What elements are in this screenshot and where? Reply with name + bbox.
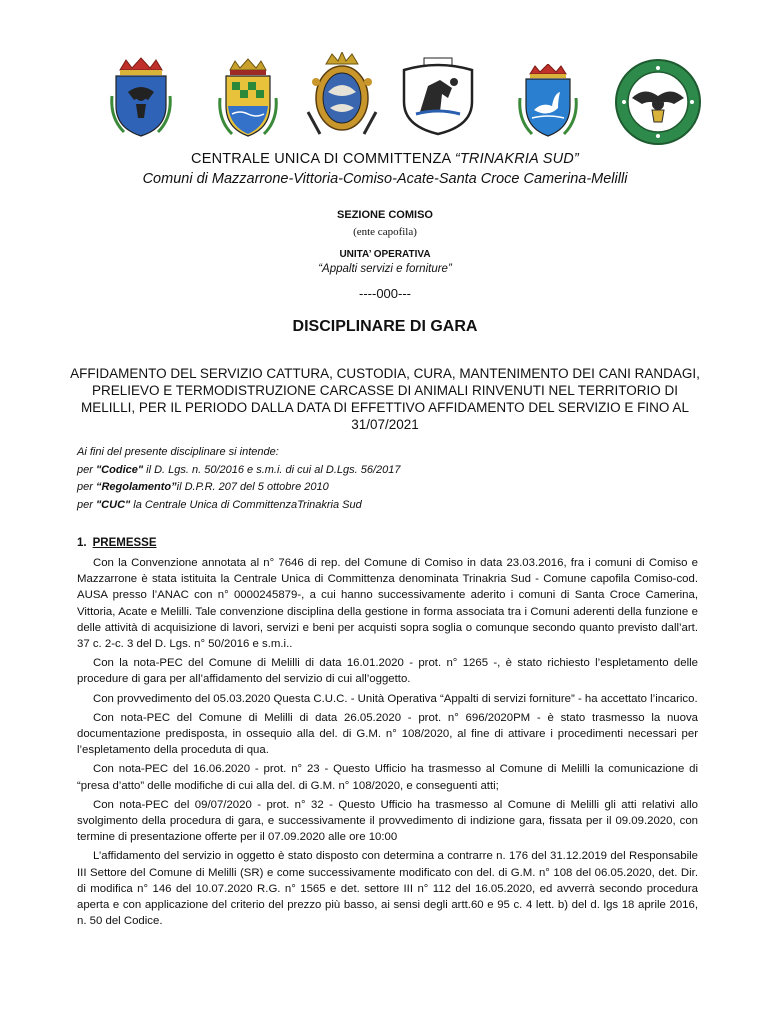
sezione-label: SEZIONE COMISO — [337, 209, 433, 221]
definition-prefix: per — [77, 463, 96, 476]
definition-term: “Regolamento” — [95, 481, 177, 493]
premesse-body — [77, 555, 698, 932]
paragraph: Con provvedimento del 05.03.2020 Questa C.U.C. - Unità Operativa “Appalti di servizi forniture” - ha accettato l’incarico. — [93, 692, 698, 705]
oggetto-text: AFFIDAMENTO DEL SERVIZIO CATTURA, CUSTODIA, CURA, MANTENIMENTO DEI CANI RANDAGI, PRELIEVO E TERMODISTRUZIONE CARCASSE DI ANIMALI RINVENUTI NEL TERRITORIO DI MELILLI, PER IL PERIODO DALLA DATA DI EFFETTIVO AFFIDAMENTO DEL SERVIZIO E FINO AL 31/07/2021 — [70, 366, 700, 432]
definition-prefix: per — [77, 481, 96, 493]
paragraph: Con nota-PEC del 09/07/2020 - prot. n° 32 - Questo Ufficio ha trasmesso al Comune di Melilli gli atti relativi allo svolgimento della procedura di gara, e successivamente il provvedimento di indizione gara, fissata per il 09.09.2020, con termine di presentazione offerte per il 07.09.2020 alle ore 10:00 — [77, 798, 698, 844]
appalti-label: “Appalti servizi e forniture” — [318, 263, 452, 275]
comuni-list: Comuni di Mazzarrone-Vittoria-Comiso-Acate-Santa Croce Camerina-Melilli — [142, 171, 628, 187]
section-title: PREMESSE — [92, 537, 157, 549]
cuc-heading-name: “TRINAKRIA SUD” — [454, 151, 579, 167]
paragraph: Con nota-PEC del 16.06.2020 - prot. n° 23 - Questo Ufficio ha trasmesso al Comune di Melilli la comunicazione di “presa d’atto” delle modifiche di cui alla del. di G.M. n° 108/2020, e conseguenti atti; — [77, 763, 698, 792]
definitions-block — [77, 444, 401, 514]
crest-melilli-icon — [614, 58, 702, 146]
paragraph: L’affidamento del servizio in oggetto è stato disposto con determina a contrarre n. 176 del 31.12.2019 del Responsabile III Settore del Comune di Melilli (SR) e come successivamente modificato con del. di G.M. n° 108 del 06.05.2020, det. Dir. di modifica n° 146 del 10.07.2020 R.G. n° 1565 e det. settore III n° 112 del 16.05.2020, ed avverrà secondo procedura aperta e con applicazione del criterio del prezzo più basso, ai sensi degli artt.60 e 95 c. 4 lett. b) del d. lgs 18 aprile 2016, n. 50 del Codice. — [77, 850, 698, 928]
municipal-crests-row — [100, 48, 700, 143]
definition-text: il D.P.R. 207 del 5 ottobre 2010 — [176, 481, 329, 493]
definition-text: il D. Lgs. n. 50/2016 e s.m.i. di cui al D.Lgs. 56/2017 — [143, 463, 401, 476]
paragraph: Con la nota-PEC del Comune di Melilli di data 16.01.2020 - prot. n° 1265 -, è stato richiesto l’espletamento delle procedure di gara per all’affidamento del servizio di cui all’oggetto. — [77, 657, 698, 686]
definition-term: "CUC" — [95, 498, 131, 511]
crest-acate-icon — [398, 56, 478, 136]
definition-regolamento — [77, 479, 401, 497]
ente-capofila-label: (ente capofila) — [353, 226, 417, 238]
definition-cuc — [77, 497, 401, 515]
definition-codice — [77, 462, 401, 480]
crest-vittoria-icon — [218, 58, 278, 140]
unita-operativa-label: UNITA’ OPERATIVA — [339, 249, 431, 260]
section-number: 1. — [77, 537, 87, 549]
definition-text: la Centrale Unica di CommittenzaTrinakria Sud — [130, 498, 362, 511]
definition-term: "Codice" — [95, 463, 144, 476]
definition-prefix: per — [77, 498, 96, 511]
cuc-heading — [0, 151, 770, 167]
separator: ----000--- — [359, 286, 411, 301]
paragraph: Con la Convenzione annotata al n° 7646 di rep. del Comune di Comiso in data 23.03.2016, fra i comuni di Comiso e Mazzarrone è stata istituita la Centrale Unica di Committenza denominata Trinakria Sud - Comune capofila Comiso-cod. AUSA presso l’ANAC con n° 0000245879-, a cui hanno successivamente aderito i comuni di Santa Croce Camerina, Vittoria, Acate e Melilli. Tale convenzione disciplina della gestione in forma associata tra i Comuni aderenti della funzione e delle attività di acquisizione di lavori, servizi e beni per acquisti sopra soglia o comunque secondo quanto previsto dall’art. 37 c. 2-c. 3 del D. Lgs. n° 50/2016 e s.m.i.. — [77, 557, 698, 651]
crest-comiso-icon — [302, 52, 382, 140]
section-heading-premesse — [77, 537, 157, 549]
cuc-heading-prefix: CENTRALE UNICA DI COMMITTENZA — [191, 151, 455, 167]
crest-mazzarrone-icon — [108, 56, 174, 138]
crest-santa-croce-icon — [518, 64, 578, 138]
definitions-intro: Ai fini del presente disciplinare si intende: — [77, 446, 279, 458]
paragraph: Con nota-PEC del Comune di Melilli di data 26.05.2020 - prot. n° 696/2020PM - è stato trasmesso la nuova documentazione predisposta, in ossequio alla del. di G.M. n° 108/2020, al fine di attivare i procedimenti necessari per l’espletamento della proceduta di qua. — [77, 711, 698, 757]
document-title: DISCIPLINARE DI GARA — [292, 318, 478, 335]
